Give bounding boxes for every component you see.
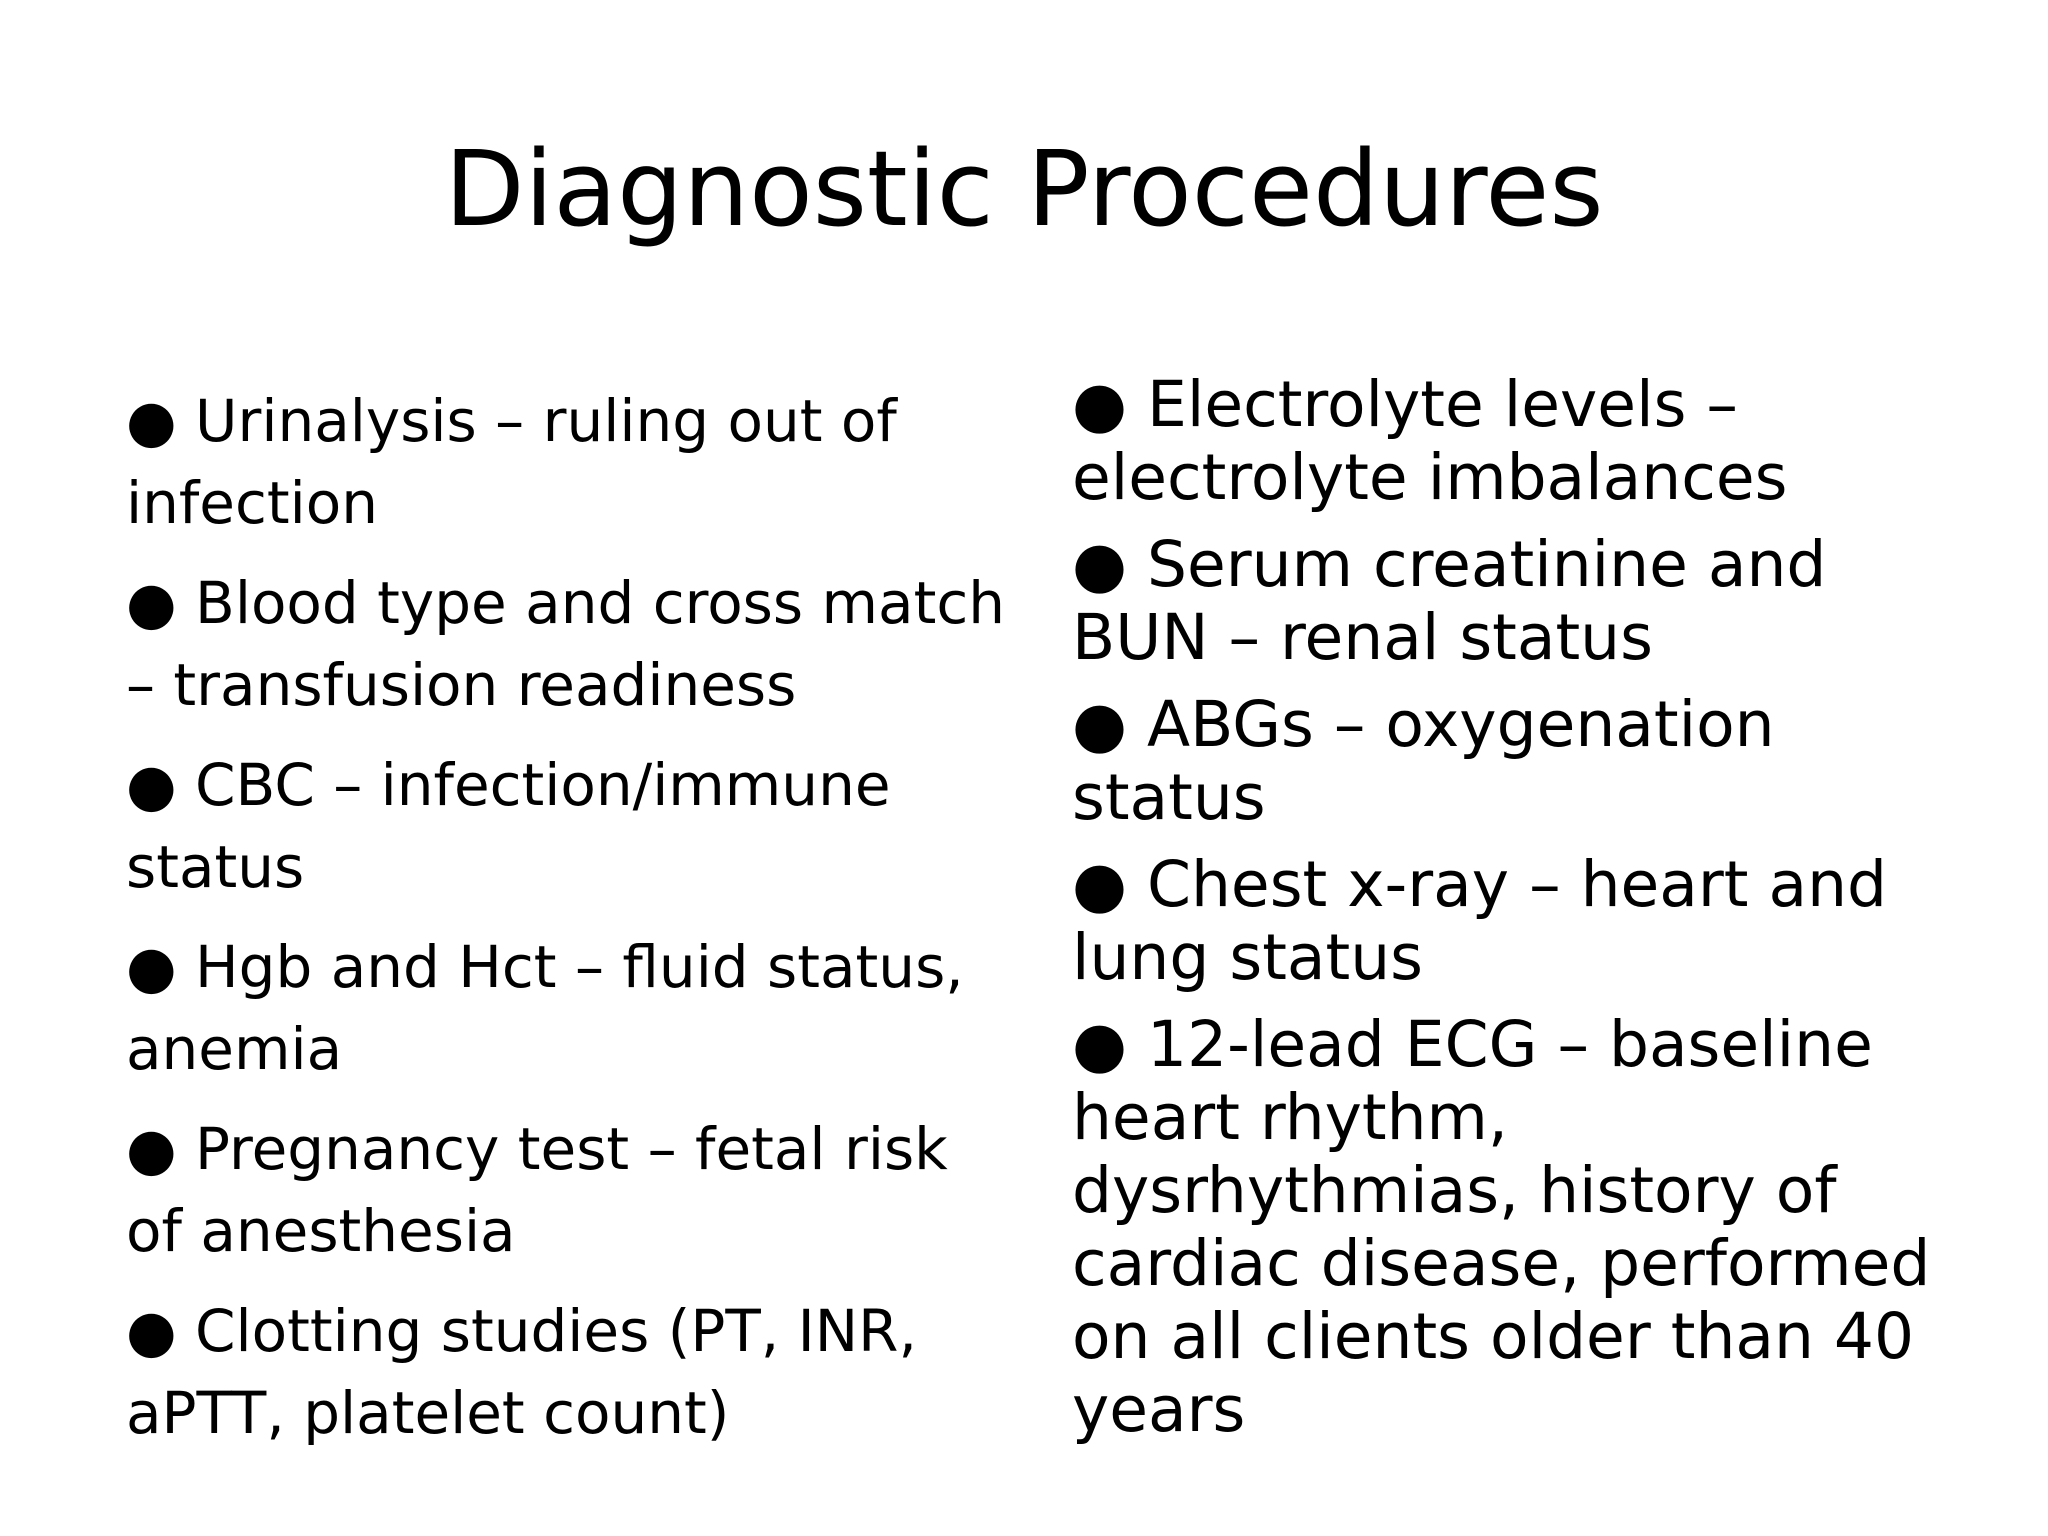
list-item	[1072, 368, 1972, 514]
bullet-icon: ●	[126, 1115, 177, 1183]
list-item-text: Hgb and Hct – fluid status, anemia	[126, 933, 964, 1083]
slide-title: Diagnostic Procedures	[444, 128, 1604, 250]
list-item-text: Electrolyte levels – electrolyte imbalances	[1072, 368, 1788, 514]
list-item-text: Blood type and cross match – transfusion readiness	[126, 569, 1005, 719]
bullet-icon: ●	[1072, 528, 1127, 601]
bullet-icon: ●	[126, 569, 177, 637]
list-item-text: CBC – infection/immune status	[126, 751, 891, 901]
list-item	[1072, 1008, 1972, 1446]
bullet-icon: ●	[1072, 1008, 1127, 1081]
list-item	[126, 1290, 1006, 1454]
list-item-text: Clotting studies (PT, INR, aPTT, platelet count)	[126, 1297, 917, 1447]
list-item-text: 12-lead ECG – baseline heart rhythm, dysrhythmias, history of cardiac disease, performed on all clients older than 40 years	[1072, 1008, 1931, 1446]
list-item	[1072, 688, 1972, 834]
list-item	[126, 744, 1006, 908]
list-item	[126, 1108, 1006, 1272]
bullet-icon: ●	[1072, 688, 1127, 761]
bullet-icon: ●	[1072, 848, 1127, 921]
left-bullet-list	[126, 380, 1006, 1472]
list-item-text: ABGs – oxygenation status	[1072, 688, 1775, 834]
bullet-icon: ●	[1072, 368, 1127, 441]
list-item-text: Serum creatinine and BUN – renal status	[1072, 528, 1827, 674]
bullet-icon: ●	[126, 1297, 177, 1365]
list-item	[126, 380, 1006, 544]
list-item-text: Urinalysis – ruling out of infection	[126, 387, 897, 537]
list-item-text: Pregnancy test – fetal risk of anesthesia	[126, 1115, 948, 1265]
list-item	[1072, 848, 1972, 994]
right-bullet-list	[1072, 368, 1972, 1460]
bullet-icon: ●	[126, 387, 177, 455]
bullet-icon: ●	[126, 933, 177, 1001]
bullet-icon: ●	[126, 751, 177, 819]
list-item-text: Chest x-ray – heart and lung status	[1072, 848, 1888, 994]
list-item	[1072, 528, 1972, 674]
list-item	[126, 562, 1006, 726]
list-item	[126, 926, 1006, 1090]
